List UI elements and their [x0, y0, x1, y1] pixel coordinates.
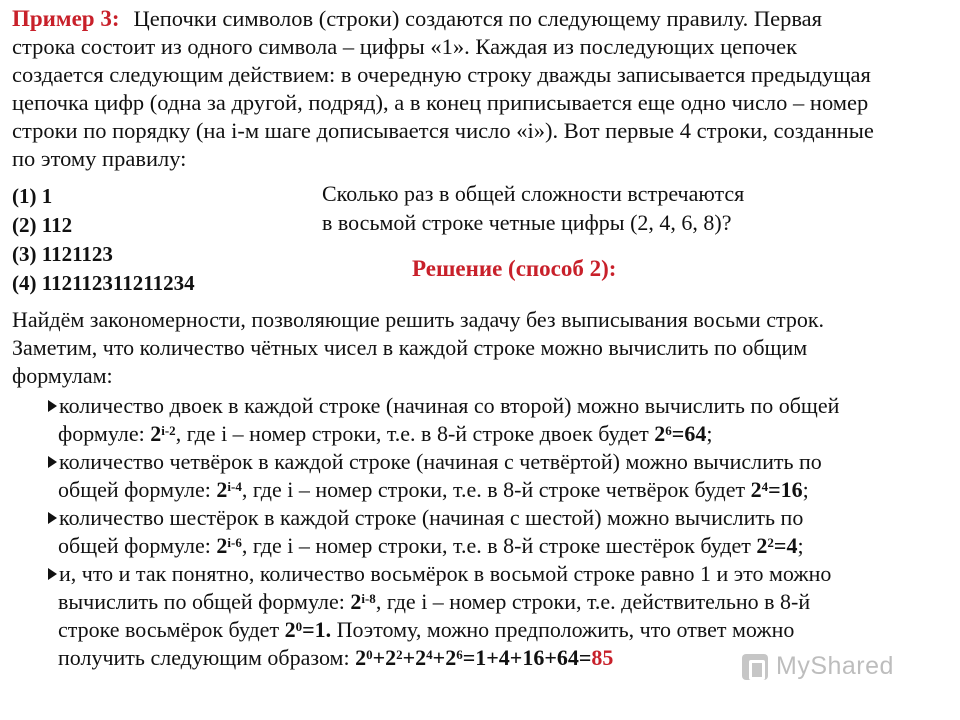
bullet-text: общей формуле:: [58, 533, 217, 558]
watermark: [742, 652, 894, 681]
bullet-text: и, что и так понятно, количество восьмёрок в восьмой строке равно 1 и это можно: [59, 561, 832, 586]
plus-sign: +: [432, 645, 446, 670]
formula-base: 2: [216, 533, 228, 558]
plus-sign: +: [402, 645, 416, 670]
intro-first-line: Цепочки символов (строки) создаются по следующему правилу. Первая: [133, 6, 823, 31]
example-line: (1) 1: [12, 184, 53, 208]
question-line: в восьмой строке четные цифры (2, 4, 6, 8)?: [322, 210, 732, 235]
question-text: [322, 179, 842, 237]
bullet-text: , где i – номер строки, т.е. в 8-й строке двоек будет: [175, 421, 655, 446]
example-line: (4) 112112311211234: [12, 271, 195, 295]
sum-term-base: 2: [355, 645, 367, 670]
bullet-text: , где i – номер строки, т.е. в 8-й строке четвёрок будет: [241, 477, 751, 502]
plus-sign: +: [372, 645, 386, 670]
result-exponent: 6: [665, 423, 672, 438]
sum-term-exponent: 4: [426, 647, 433, 662]
bullet-text: ;: [706, 421, 713, 446]
sum-term-base: 2: [385, 645, 397, 670]
bullet-text: получить следующим образом:: [58, 645, 356, 670]
result-exponent: 0: [295, 619, 303, 634]
bullet-text: ;: [802, 477, 809, 502]
sum-term-exponent: 0: [366, 647, 373, 662]
arrow-bullet-icon: [48, 568, 57, 580]
solution-title: Решение (способ 2):: [412, 256, 617, 281]
example-label: Пример 3:: [12, 6, 120, 31]
result-value: =16: [768, 477, 803, 502]
formula-exponent: i-2: [161, 423, 176, 438]
final-answer: 85: [591, 645, 614, 670]
formula-base: 2: [350, 589, 362, 614]
bullet-list: [58, 392, 938, 672]
example-lines: [12, 182, 195, 298]
intro-line: строка состоит из одного символа – цифры «1». Каждая из последующих цепочек: [12, 34, 798, 59]
result-exponent: 4: [761, 479, 769, 494]
bullet-text: строке восьмёрок будет: [58, 617, 285, 642]
bullet-item-sixes: [58, 504, 938, 560]
intro-line: создается следующим действием: в очередную строку дважды записывается предыдущая: [12, 62, 871, 87]
example-line: (3) 1121123: [12, 242, 113, 266]
bullet-text: , где i – номер строки, т.е. действительно в 8-й: [375, 589, 811, 614]
sum-term-base: 2: [445, 645, 457, 670]
bullet-text: формуле:: [58, 421, 151, 446]
bullet-text: количество двоек в каждой строке (начиная со второй) можно вычислить по общей: [59, 393, 840, 418]
bullet-text: количество шестёрок в каждой строке (начиная с шестой) можно вычислить по: [59, 505, 804, 530]
bullet-item-twos: [58, 392, 938, 448]
arrow-bullet-icon: [48, 456, 57, 468]
watermark-text: MyShared: [776, 652, 894, 680]
example-line: (2) 112: [12, 213, 73, 237]
result-base: 2: [750, 477, 762, 502]
formula-exponent: i-8: [361, 591, 376, 606]
result-value: =4: [773, 533, 798, 558]
bullet-text: вычислить по общей формуле:: [58, 589, 351, 614]
intro-paragraph: [12, 306, 942, 390]
sum-term-base: 2: [415, 645, 427, 670]
formula-exponent: i-4: [227, 479, 242, 494]
result-base: 2: [654, 421, 666, 446]
watermark-logo-icon: [742, 654, 768, 680]
question-line: Сколько раз в общей сложности встречаются: [322, 181, 745, 206]
arrow-bullet-icon: [48, 512, 57, 524]
intro-line: строки по порядку (на i-м шаге дописывается число «i»). Вот первые 4 строки, созданные: [12, 118, 874, 143]
sum-term-exponent: 6: [456, 647, 463, 662]
bullet-text: количество четвёрок в каждой строке (начиная с четвёртой) можно вычислить по: [59, 449, 822, 474]
bullet-item-fours: [58, 448, 938, 504]
intro-text: [12, 33, 942, 173]
formula-base: 2: [216, 477, 228, 502]
result-exponent: 2: [767, 535, 774, 550]
paragraph-line: Найдём закономерности, позволяющие решить задачу без выписывания восьми строк.: [12, 307, 825, 332]
bullet-text: Поэтому, можно предположить, что ответ можно: [331, 617, 795, 642]
formula-exponent: i-6: [227, 535, 242, 550]
bullet-text: , где i – номер строки, т.е. в 8-й строке шестёрок будет: [241, 533, 757, 558]
paragraph-line: Заметим, что количество чётных чисел в каждой строке можно вычислить по общим: [12, 335, 808, 360]
arrow-bullet-icon: [48, 400, 57, 412]
title-row: [12, 4, 942, 33]
result-value: =1.: [302, 617, 332, 642]
sum-expression: =1+4+16+64=: [462, 645, 592, 670]
bullet-text: общей формуле:: [58, 477, 217, 502]
result-base: 2: [756, 533, 768, 558]
intro-line: по этому правилу:: [12, 146, 187, 171]
result-value: =64: [671, 421, 707, 446]
bullet-text: ;: [797, 533, 804, 558]
sum-term-exponent: 2: [396, 647, 403, 662]
paragraph-line: формулам:: [12, 363, 113, 388]
formula-base: 2: [150, 421, 162, 446]
intro-line: цепочка цифр (одна за другой, подряд), а в конец приписывается еще одно число – номер: [12, 90, 869, 115]
result-base: 2: [284, 617, 296, 642]
